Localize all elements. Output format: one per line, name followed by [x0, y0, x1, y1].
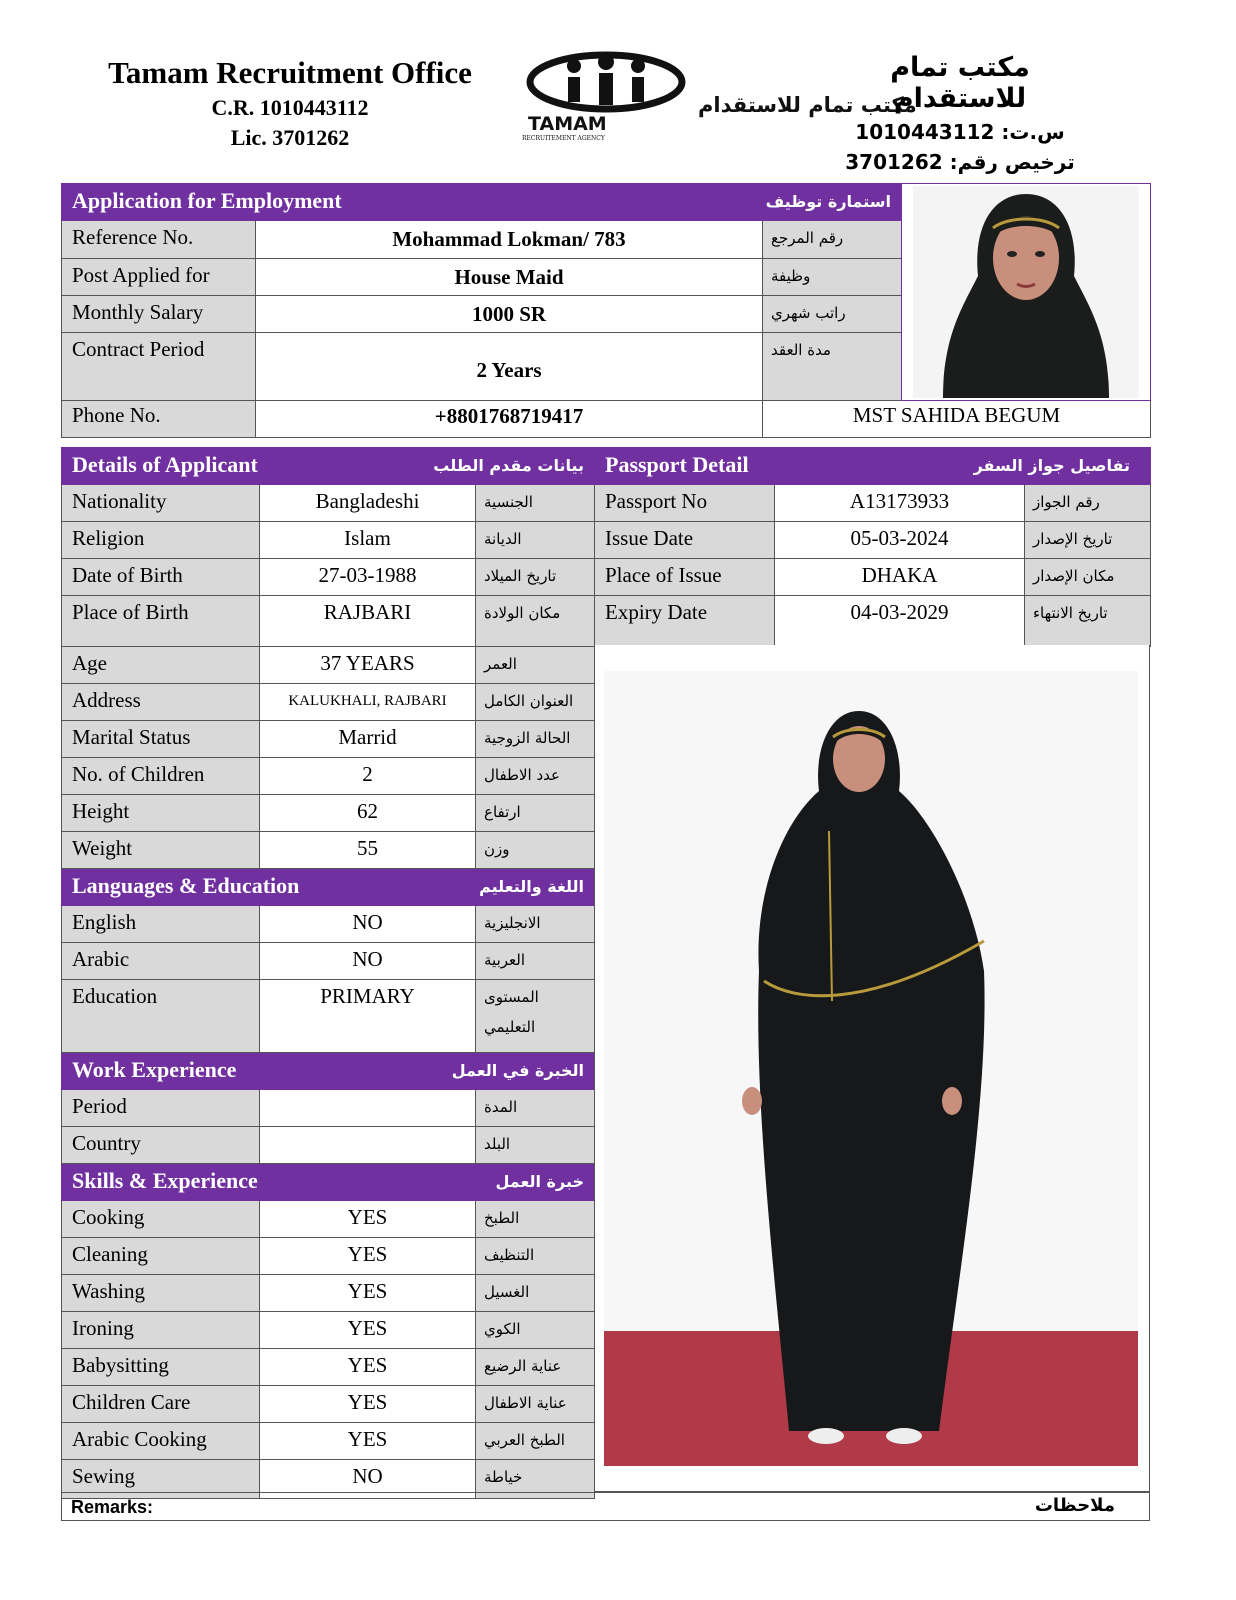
education-row — [62, 980, 595, 1053]
education-value: PRIMARY — [260, 980, 476, 1053]
passport-title-ar: تفاصيل جواز السفر — [973, 456, 1131, 475]
arabic-label-ar: العربية — [476, 943, 595, 980]
address-label: Address — [62, 684, 260, 721]
office-info-ar — [830, 52, 1090, 174]
education-label-ar-line1: المستوى — [484, 988, 539, 1006]
weight-label-ar: وزن — [476, 832, 595, 869]
application-table — [61, 183, 1151, 438]
contract-value: 2 Years — [256, 333, 763, 401]
portrait-photo-cell — [902, 184, 1151, 401]
babysitting-value: YES — [260, 1349, 476, 1386]
marital-label-ar: الحالة الزوجية — [476, 721, 595, 758]
skills-title-ar: خبرة العمل — [495, 1172, 584, 1191]
children-care-row — [62, 1386, 595, 1423]
expiry-date-row — [595, 596, 1151, 647]
issue-date-label-ar: تاريخ الإصدار — [1025, 522, 1151, 559]
children-value: 2 — [260, 758, 476, 795]
age-label-ar: العمر — [476, 647, 595, 684]
salary-label: Monthly Salary — [62, 296, 256, 333]
portrait-photo — [913, 186, 1139, 398]
office-info-en — [80, 55, 500, 151]
logo-subtext: RECRUITEMENT AGENCY — [522, 135, 605, 142]
ironing-label: Ironing — [62, 1312, 260, 1349]
english-label-ar: الانجليزية — [476, 906, 595, 943]
phone-value: +8801768719417 — [256, 401, 763, 438]
arabic-row — [62, 943, 595, 980]
education-label: Education — [62, 980, 260, 1053]
country-row — [62, 1127, 595, 1164]
place-of-issue-row — [595, 559, 1151, 596]
washing-row — [62, 1275, 595, 1312]
reference-label: Reference No. — [62, 221, 256, 258]
post-value: House Maid — [256, 258, 763, 295]
period-value — [260, 1090, 476, 1127]
post-label-ar: وظيفة — [763, 258, 902, 295]
dob-label: Date of Birth — [62, 559, 260, 596]
sewing-label: Sewing — [62, 1460, 260, 1499]
office-name-ar: مكتب تمام للاستقدام — [890, 52, 1030, 114]
age-value: 37 YEARS — [260, 647, 476, 684]
sewing-value: NO — [260, 1460, 476, 1499]
dob-value: 27-03-1988 — [260, 559, 476, 596]
passport-no-row — [595, 485, 1151, 522]
children-label: No. of Children — [62, 758, 260, 795]
application-title-ar: استمارة توظيف — [765, 192, 892, 211]
children-care-value: YES — [260, 1386, 476, 1423]
period-label-ar: المدة — [476, 1090, 595, 1127]
cooking-label-ar: الطبخ — [476, 1201, 595, 1238]
place-of-issue-label-ar: مكان الإصدار — [1025, 559, 1151, 596]
english-label: English — [62, 906, 260, 943]
expiry-date-value: 04-03-2029 — [775, 596, 1025, 647]
country-label: Country — [62, 1127, 260, 1164]
age-row — [62, 647, 595, 684]
height-value: 62 — [260, 795, 476, 832]
arabic-value: NO — [260, 943, 476, 980]
babysitting-row — [62, 1349, 595, 1386]
place-of-issue-label: Place of Issue — [595, 559, 775, 596]
phone-label: Phone No. — [62, 401, 256, 438]
weight-label: Weight — [62, 832, 260, 869]
arabic-cooking-label-ar: الطبخ العربي — [476, 1423, 595, 1460]
washing-label-ar: الغسيل — [476, 1275, 595, 1312]
languages-header — [62, 869, 595, 906]
cleaning-row — [62, 1238, 595, 1275]
cleaning-label-ar: التنظيف — [476, 1238, 595, 1275]
applicant-name: MST SAHIDA BEGUM — [763, 401, 1151, 438]
work-header — [62, 1053, 595, 1090]
expiry-date-label-ar: تاريخ الانتهاء — [1025, 596, 1151, 647]
ironing-value: YES — [260, 1312, 476, 1349]
address-label-ar: العنوان الكامل — [476, 684, 595, 721]
nationality-label: Nationality — [62, 485, 260, 522]
height-row — [62, 795, 595, 832]
pob-value: RAJBARI — [260, 596, 476, 647]
education-label-ar — [476, 980, 595, 1053]
children-care-label-ar: عناية الاطفال — [476, 1386, 595, 1423]
remarks-label-en: Remarks: — [71, 1497, 154, 1517]
weight-row — [62, 832, 595, 869]
details-title-ar: بيانات مقدم الطلب — [433, 456, 584, 475]
arabic-label: Arabic — [62, 943, 260, 980]
contract-label: Contract Period — [62, 333, 256, 401]
nationality-value: Bangladeshi — [260, 485, 476, 522]
reference-value: Mohammad Lokman/ 783 — [256, 221, 763, 258]
nationality-label-ar: الجنسية — [476, 485, 595, 522]
religion-label-ar: الديانة — [476, 522, 595, 559]
education-label-ar-line2: التعليمي — [484, 1018, 536, 1036]
tamam-logo — [522, 50, 917, 146]
pob-label: Place of Birth — [62, 596, 260, 647]
application-header — [62, 184, 1151, 221]
religion-row — [62, 522, 595, 559]
remarks-label-ar: ملاحظات — [1034, 1495, 1115, 1516]
details-title-en: Details of Applicant — [72, 452, 258, 477]
ironing-label-ar: الكوي — [476, 1312, 595, 1349]
cr-number-ar: س.ت: 1010443112 — [855, 120, 1065, 144]
arabic-cooking-label: Arabic Cooking — [62, 1423, 260, 1460]
children-care-label: Children Care — [62, 1386, 260, 1423]
skills-header — [62, 1164, 595, 1201]
place-of-issue-value: DHAKA — [775, 559, 1025, 596]
passport-no-label-ar: رقم الجواز — [1025, 485, 1151, 522]
period-label: Period — [62, 1090, 260, 1127]
passport-title-en: Passport Detail — [605, 452, 749, 477]
height-label-ar: ارتفاع — [476, 795, 595, 832]
height-label: Height — [62, 795, 260, 832]
salary-value: 1000 SR — [256, 296, 763, 333]
cr-number-en: C.R. 1010443112 — [211, 95, 369, 120]
document-header — [0, 0, 1236, 180]
marital-row — [62, 721, 595, 758]
full-body-photo — [604, 671, 1138, 1466]
arabic-cooking-value: YES — [260, 1423, 476, 1460]
pob-label-ar: مكان الولادة — [476, 596, 595, 647]
phone-row — [62, 401, 1151, 438]
office-name-en: Tamam Recruitment Office — [108, 55, 472, 90]
children-row — [62, 758, 595, 795]
logo-text: TAMAM — [528, 113, 607, 135]
passport-no-value: A13173933 — [775, 485, 1025, 522]
nationality-row — [62, 485, 595, 522]
marital-label: Marital Status — [62, 721, 260, 758]
passport-header — [595, 448, 1151, 485]
portrait-image — [913, 186, 1139, 398]
salary-label-ar: راتب شهري — [763, 296, 902, 333]
cleaning-label: Cleaning — [62, 1238, 260, 1275]
cooking-label: Cooking — [62, 1201, 260, 1238]
dob-row — [62, 559, 595, 596]
weight-value: 55 — [260, 832, 476, 869]
application-title-en: Application for Employment — [72, 188, 342, 213]
address-row — [62, 684, 595, 721]
period-row — [62, 1090, 595, 1127]
passport-table — [594, 447, 1151, 647]
logo-arabic-text: مكتب تمام للاستقدام — [698, 93, 917, 117]
work-title-ar: الخبرة في العمل — [451, 1061, 584, 1080]
work-title-en: Work Experience — [72, 1057, 237, 1082]
cooking-row — [62, 1201, 595, 1238]
age-label: Age — [62, 647, 260, 684]
languages-title-ar: اللغة والتعليم — [479, 877, 584, 896]
address-value: KALUKHALI, RAJBARI — [260, 684, 476, 721]
washing-label: Washing — [62, 1275, 260, 1312]
remarks-row — [61, 1492, 1150, 1521]
country-value — [260, 1127, 476, 1164]
marital-value: Marrid — [260, 721, 476, 758]
full-body-photo-cell — [594, 645, 1150, 1492]
license-number-en: Lic. 3701262 — [230, 125, 350, 150]
sewing-label-ar: خياطة — [476, 1460, 595, 1499]
full-body-image — [604, 671, 1138, 1466]
ironing-row — [62, 1312, 595, 1349]
pob-row — [62, 596, 595, 647]
license-number-ar: ترخيص رقم: 3701262 — [845, 150, 1075, 174]
arabic-cooking-row — [62, 1423, 595, 1460]
details-header — [62, 448, 595, 485]
issue-date-row — [595, 522, 1151, 559]
babysitting-label-ar: عناية الرضيع — [476, 1349, 595, 1386]
contract-label-ar: مدة العقد — [763, 333, 902, 401]
religion-label: Religion — [62, 522, 260, 559]
languages-title-en: Languages & Education — [72, 873, 300, 898]
cleaning-value: YES — [260, 1238, 476, 1275]
religion-value: Islam — [260, 522, 476, 559]
issue-date-value: 05-03-2024 — [775, 522, 1025, 559]
babysitting-label: Babysitting — [62, 1349, 260, 1386]
post-label: Post Applied for — [62, 258, 256, 295]
children-label-ar: عدد الاطفال — [476, 758, 595, 795]
english-row — [62, 906, 595, 943]
dob-label-ar: تاريخ الميلاد — [476, 559, 595, 596]
english-value: NO — [260, 906, 476, 943]
passport-no-label: Passport No — [595, 485, 775, 522]
issue-date-label: Issue Date — [595, 522, 775, 559]
expiry-date-label: Expiry Date — [595, 596, 775, 647]
reference-label-ar: رقم المرجع — [763, 221, 902, 258]
washing-value: YES — [260, 1275, 476, 1312]
country-label-ar: البلد — [476, 1127, 595, 1164]
skills-title-en: Skills & Experience — [72, 1168, 258, 1193]
cooking-value: YES — [260, 1201, 476, 1238]
applicant-details-table — [61, 447, 595, 1499]
